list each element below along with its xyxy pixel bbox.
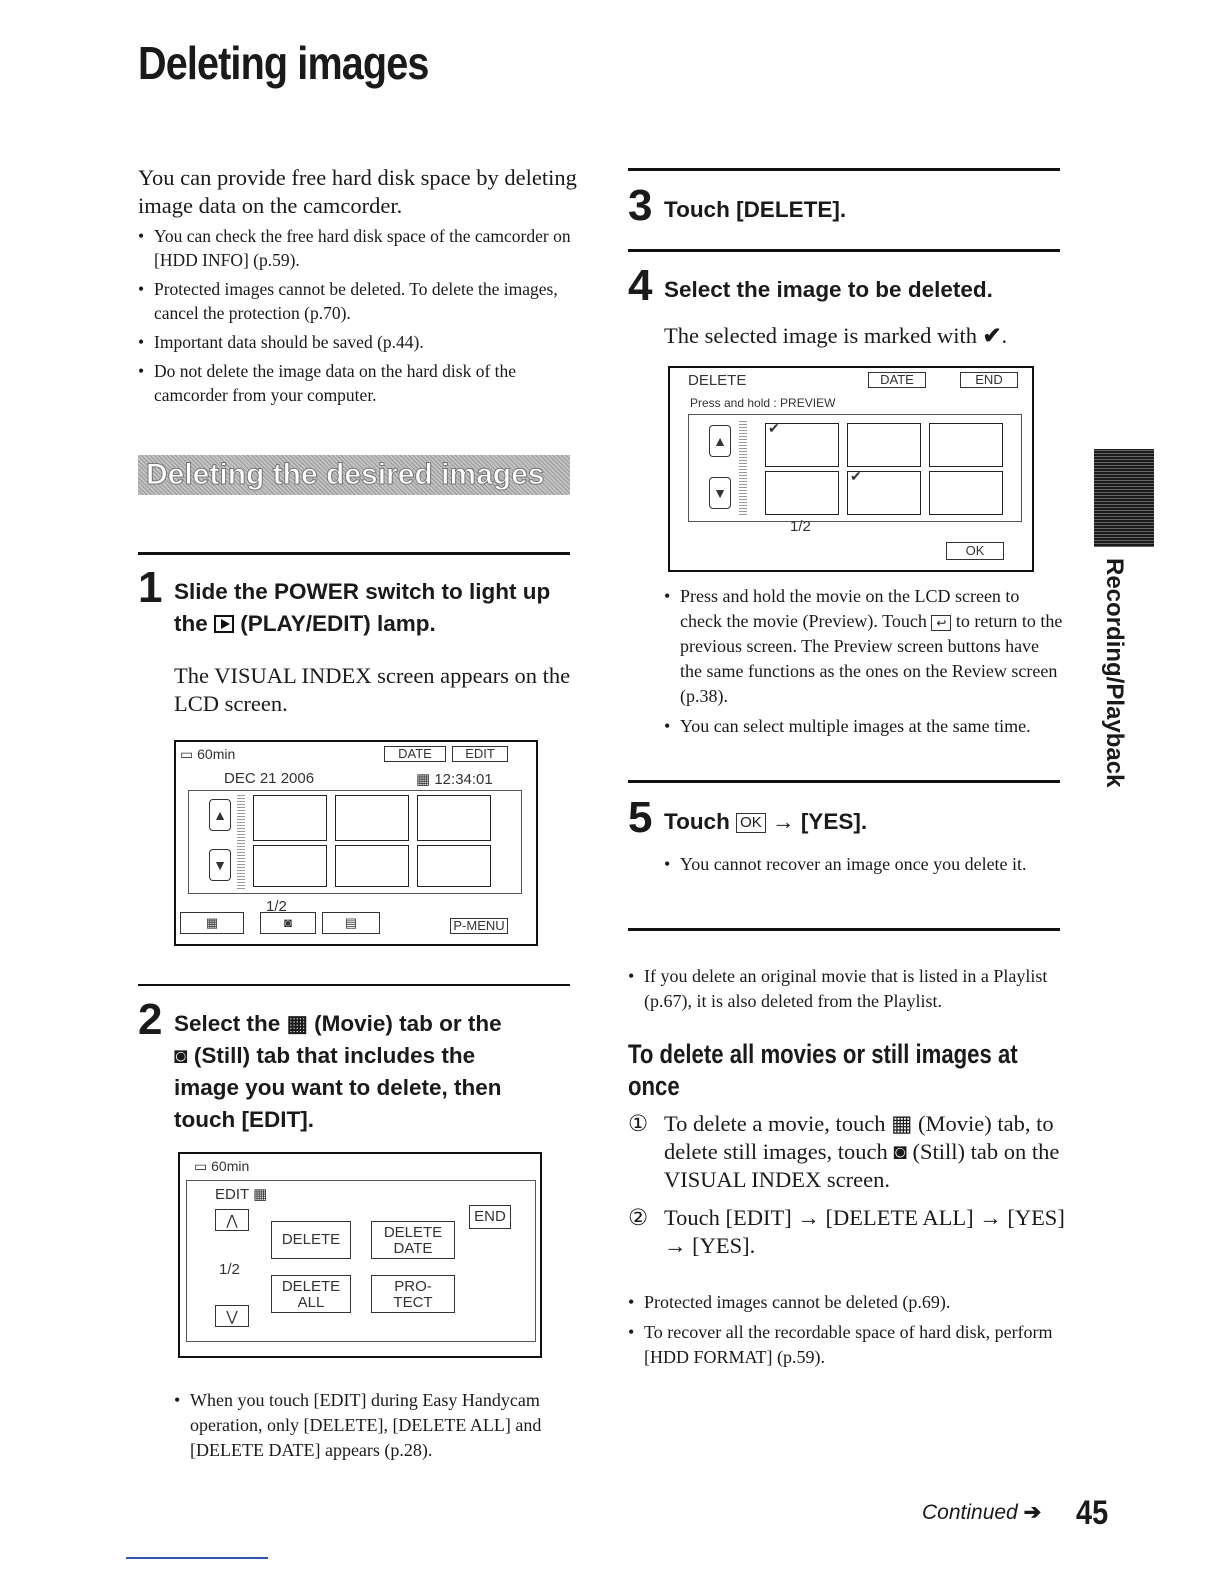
delete-all-button[interactable]: DELETE ALL <box>271 1275 351 1313</box>
movie-icon: ▦ <box>891 1111 913 1136</box>
page-title: Deleting images <box>138 37 429 89</box>
battery-icon: ▭ <box>180 746 198 762</box>
thumbnail-panel <box>688 414 1022 522</box>
date-button[interactable]: DATE <box>384 746 446 762</box>
page-up-icon[interactable]: ⋀ <box>215 1209 249 1231</box>
lcd-visual-index: ▭ 60min DATE EDIT DEC 21 2006 ▦ 12:34:01 ▲ ▼ 1/2 ▦ ◙ ▤ P-MENU <box>174 740 538 946</box>
ok-icon: OK <box>736 813 766 833</box>
step-number: 1 <box>138 563 163 612</box>
end-button[interactable]: END <box>469 1205 511 1229</box>
scrollbar[interactable] <box>237 795 245 889</box>
checkmark-icon: ✔ <box>982 323 1002 348</box>
step-divider <box>628 249 1060 252</box>
play-edit-icon <box>214 615 234 633</box>
step-number: 2 <box>138 995 163 1044</box>
step-divider <box>138 552 570 555</box>
thumbnail[interactable] <box>253 845 327 887</box>
thumbnail[interactable] <box>417 845 491 887</box>
step-number: 5 <box>628 793 653 842</box>
list-item: • You can select multiple images at the same time. <box>664 714 1064 739</box>
delete-date-button[interactable]: DELETE DATE <box>371 1221 455 1259</box>
thumbnail[interactable] <box>253 795 327 841</box>
film-icon: ▦ <box>253 1186 268 1203</box>
edit-button[interactable]: EDIT <box>452 746 508 762</box>
thumbnail[interactable] <box>335 795 409 841</box>
lcd-page-indicator: 1/2 <box>219 1261 240 1278</box>
list-item: • When you touch [EDIT] during Easy Handycam operation, only [DELETE], [DELETE ALL] and [DELETE DATE] appears (p.28). <box>174 1388 544 1463</box>
battery-icon: ▭ <box>194 1158 212 1174</box>
list-item: • You cannot recover an image once you delete it. <box>664 852 1064 877</box>
section2-title: To delete all movies or still images at once <box>628 1039 1018 1101</box>
scroll-down-icon[interactable]: ▼ <box>209 849 231 881</box>
return-icon: ↩ <box>931 615 951 631</box>
arrow-right-icon: ➔ <box>1023 1501 1042 1524</box>
thumbnail[interactable] <box>417 795 491 841</box>
thumbnail[interactable] <box>847 468 921 515</box>
scroll-up-icon[interactable]: ▲ <box>209 799 231 831</box>
page-number: 45 <box>1076 1494 1109 1532</box>
step1-body: The VISUAL INDEX screen appears on the LCD screen. <box>174 663 571 716</box>
step4-notes <box>664 584 1064 744</box>
ok-button[interactable]: OK <box>946 542 1004 560</box>
final-notes <box>628 1290 1068 1375</box>
list-item: • Important data should be saved (p.44). <box>138 330 578 354</box>
camera-icon: ◙ <box>174 1043 188 1068</box>
section-banner: Deleting the desired images <box>138 455 570 495</box>
sub-step: ② Touch [EDIT] → [DELETE ALL] → [YES] → [YES]. <box>628 1205 1065 1258</box>
still-tab-icon[interactable]: ◙ <box>260 912 316 934</box>
end-button[interactable]: END <box>960 372 1018 388</box>
continued-label: Continued ➔ <box>922 1501 1042 1524</box>
protect-button[interactable]: PRO- TECT <box>371 1275 455 1313</box>
step-divider <box>628 780 1060 783</box>
scroll-up-icon[interactable]: ▲ <box>709 425 731 457</box>
list-item: • Protected images cannot be deleted (p.69). <box>628 1290 1068 1315</box>
lcd-page-indicator: 1/2 <box>790 518 811 535</box>
step2-heading: Select the ▦ (Movie) tab or the ◙ (Still) tab that includes the image you want to delete, then touch [EDIT]. <box>174 1011 502 1132</box>
step4-heading: Select the image to be deleted. <box>664 277 993 302</box>
list-item: • Protected images cannot be deleted. To delete the images, cancel the protection (p.70). <box>138 277 578 325</box>
camera-icon: ◙ <box>893 1139 907 1164</box>
list-item: • To recover all the recordable space of hard disk, perform [HDD FORMAT] (p.59). <box>628 1320 1068 1370</box>
playlist-notes <box>628 964 1060 1019</box>
page-down-icon[interactable]: ⋁ <box>215 1305 249 1327</box>
lcd-date: DEC 21 2006 <box>224 770 315 787</box>
side-tab-marker <box>1094 449 1154 547</box>
playlist-tab-icon[interactable]: ▤ <box>322 912 380 934</box>
intro-notes <box>138 224 578 412</box>
step-divider <box>138 984 570 986</box>
list-item: • If you delete an original movie that is listed in a Playlist (p.67), it is also deleted from the Playlist. <box>628 964 1060 1014</box>
footer-line <box>126 1557 268 1559</box>
step4-body: The selected image is marked with ✔. <box>664 323 1008 348</box>
thumbnail[interactable] <box>335 845 409 887</box>
thumbnail-panel <box>188 790 522 894</box>
thumbnail[interactable] <box>847 423 921 467</box>
lcd-delete-select: DELETE DATE END Press and hold : PREVIEW ▲ ▼ ✔ ✔ 1/2 OK <box>668 366 1034 572</box>
movie-tab-icon[interactable]: ▦ <box>180 912 244 934</box>
sub-step: ① To delete a movie, touch ▦ (Movie) tab, to delete still images, touch ◙ (Still) tab on the VISUAL INDEX screen. <box>628 1111 1060 1192</box>
step5-notes <box>664 852 1064 882</box>
thumbnail[interactable] <box>765 471 839 515</box>
thumbnail[interactable] <box>929 423 1003 467</box>
thumbnail[interactable] <box>929 471 1003 515</box>
date-button[interactable]: DATE <box>868 372 926 388</box>
preview-hint: Press and hold : PREVIEW <box>690 396 836 410</box>
step-number: 4 <box>628 261 653 310</box>
list-item: • You can check the free hard disk space of the camcorder on [HDD INFO] (p.59). <box>138 224 578 272</box>
lcd-page-indicator: 1/2 <box>266 898 287 915</box>
movie-icon: ▦ <box>286 1011 308 1036</box>
p-menu-button[interactable]: P-MENU <box>450 918 508 934</box>
side-tab-label: Recording/Playback <box>1101 558 1128 788</box>
arrow-right-icon: → <box>772 809 795 834</box>
delete-button[interactable]: DELETE <box>271 1221 351 1259</box>
step2-notes <box>174 1388 544 1468</box>
intro-text: You can provide free hard disk space by deleting image data on the camcorder. <box>138 165 577 218</box>
step-number: 3 <box>628 181 653 230</box>
section-divider <box>628 928 1060 931</box>
thumbnail[interactable] <box>765 420 839 467</box>
list-item: • Press and hold the movie on the LCD screen to check the movie (Preview). Touch ↩ to return to the previous screen. The Preview screen buttons have the same functions as the ones on the Review screen (p.38). <box>664 584 1064 709</box>
step3-heading: Touch [DELETE]. <box>664 197 847 222</box>
step-divider <box>628 168 1060 171</box>
list-item: • Do not delete the image data on the hard disk of the camcorder from your computer. <box>138 359 578 407</box>
step1-heading: Slide the POWER switch to light up the (PLAY/EDIT) lamp. <box>174 579 551 636</box>
checkmark-icon: ✔ <box>850 468 862 484</box>
step5-heading: Touch OK → [YES]. <box>664 809 868 834</box>
lcd-edit-menu: ▭ 60min EDIT ▦ ⋀ END DELETE DELETE DATE 1/2 DELETE ALL PRO- TECT ⋁ <box>178 1152 542 1358</box>
scroll-down-icon[interactable]: ▼ <box>709 477 731 509</box>
scrollbar[interactable] <box>739 419 747 515</box>
film-icon: ▦ <box>416 771 435 788</box>
checkmark-icon: ✔ <box>768 420 780 436</box>
